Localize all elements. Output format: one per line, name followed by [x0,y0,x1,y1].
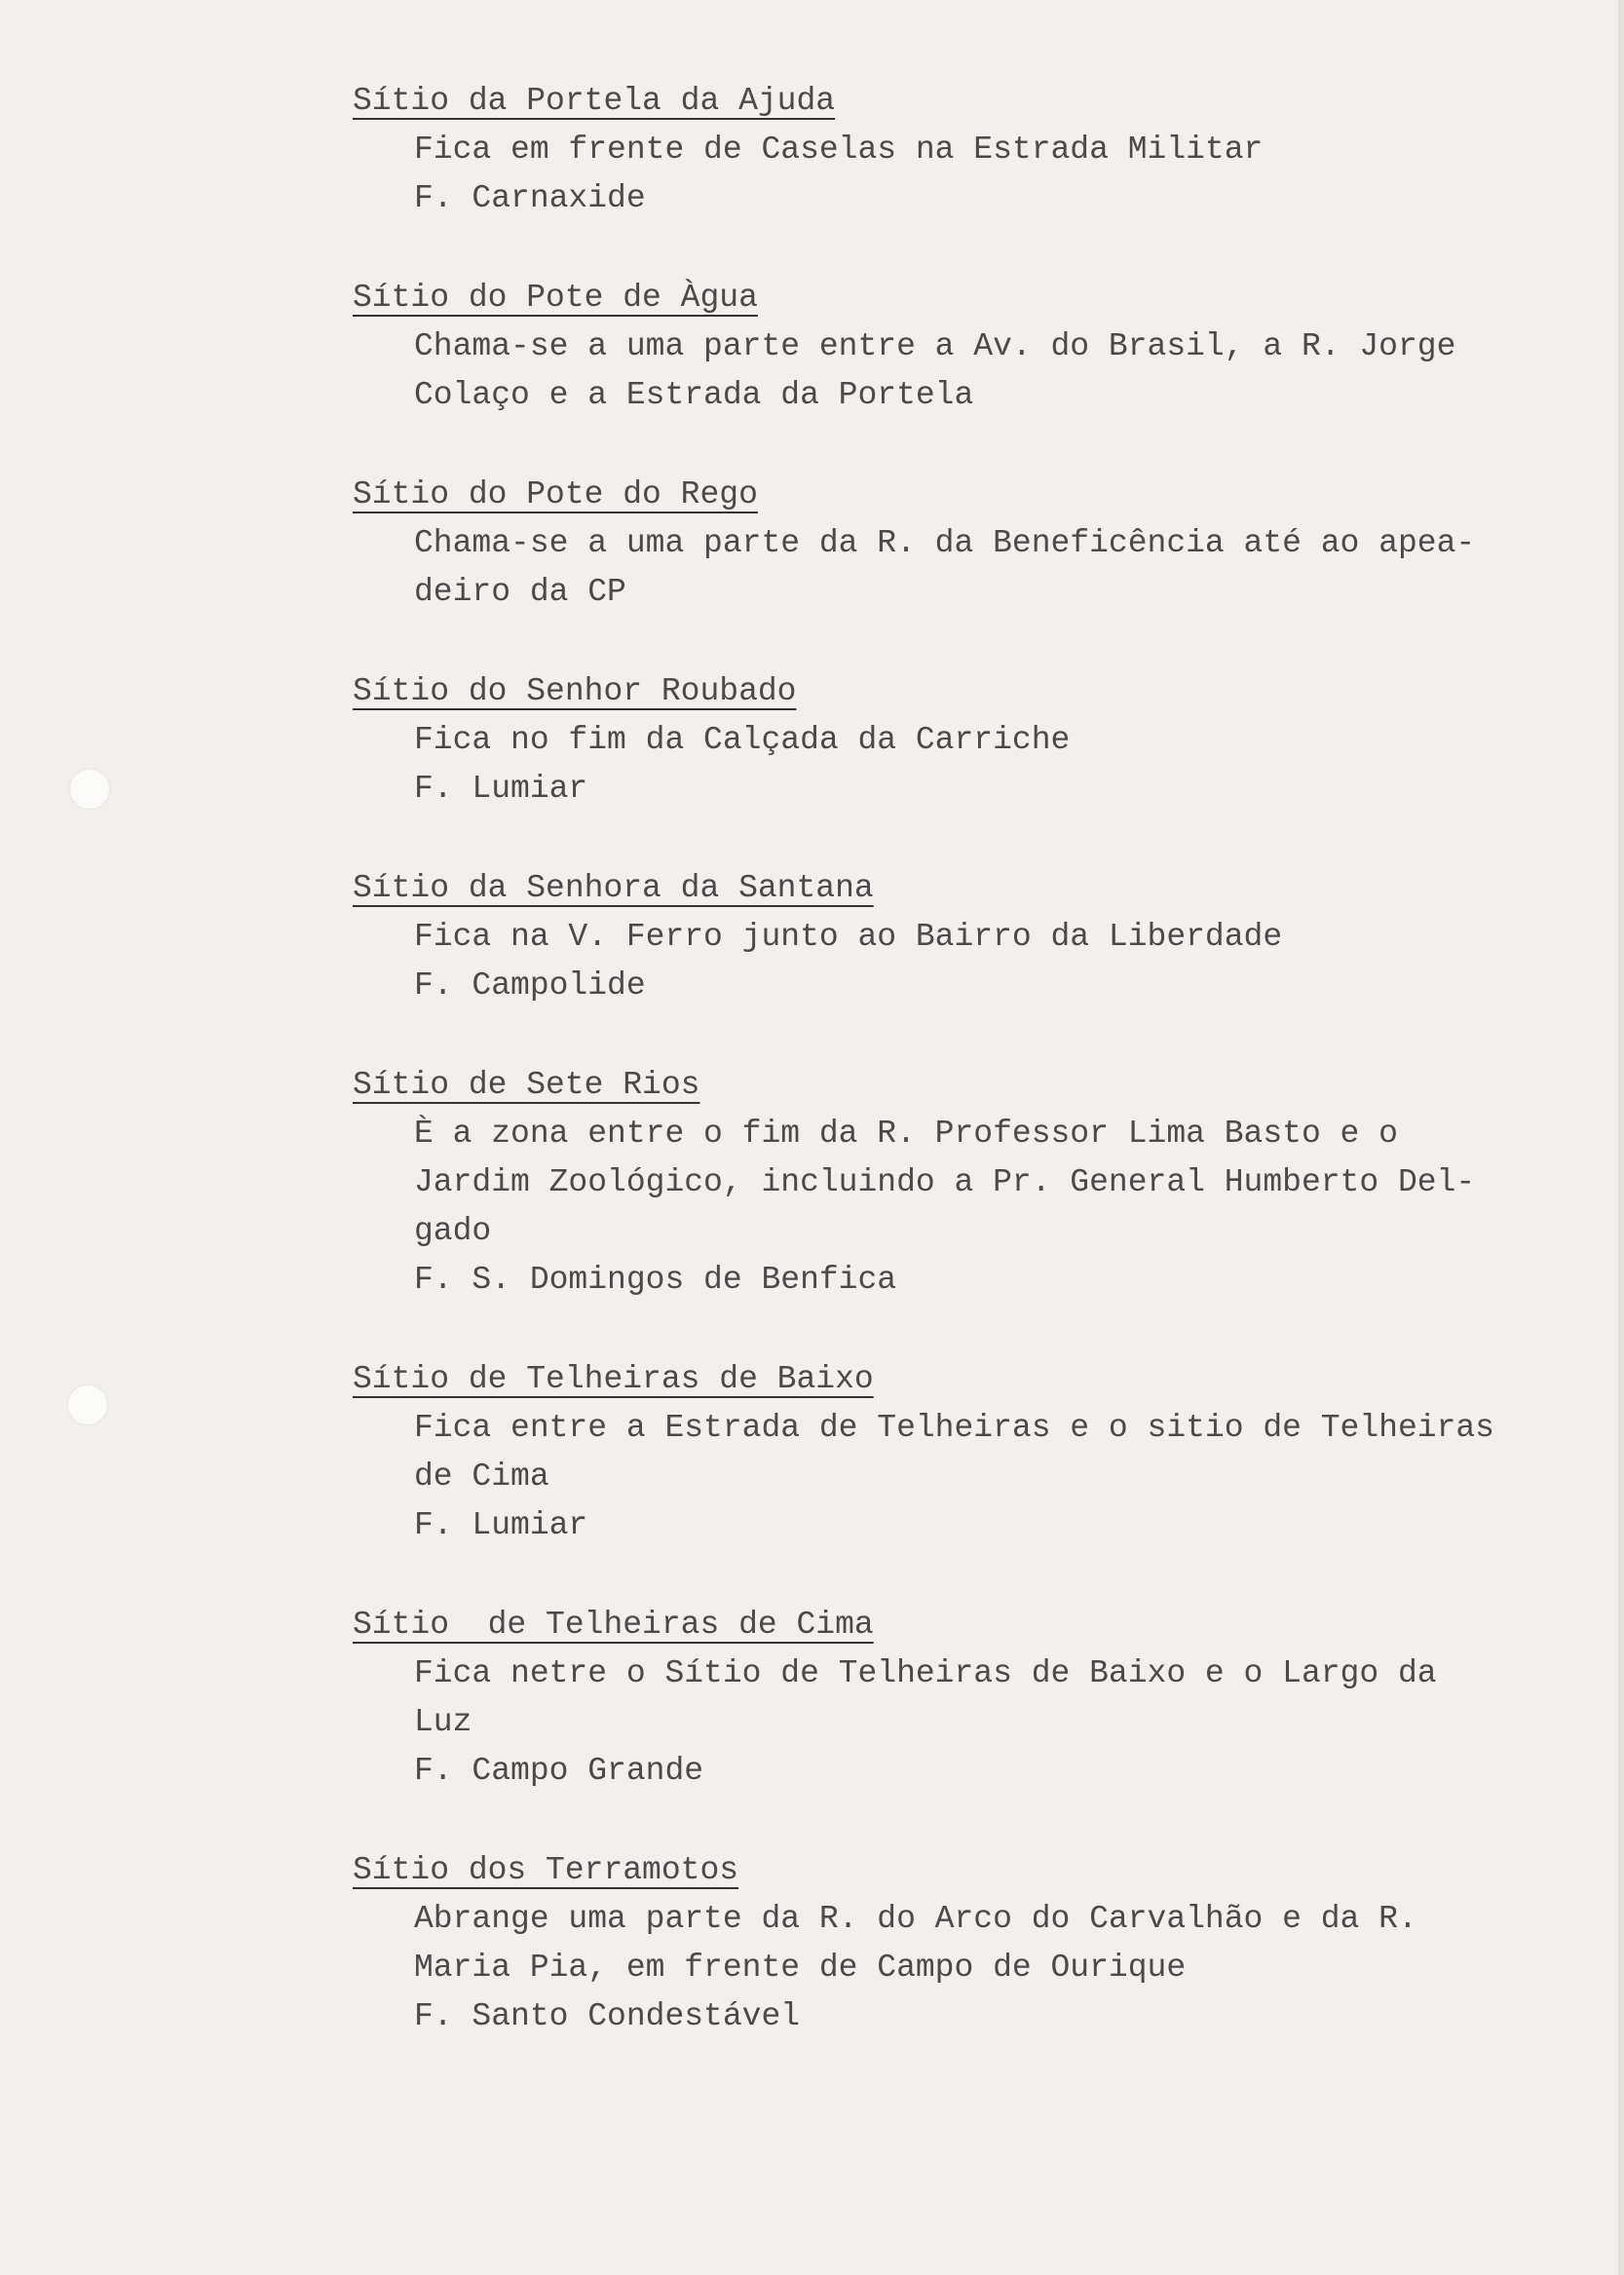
entry-description-line: Fica na V. Ferro junto ao Bairro da Liberdade [414,919,1283,955]
entry-description-line: Fica no fim da Calçada da Carriche [414,722,1071,758]
entry-title: Sítio da Portela da Ajuda [353,83,836,119]
entry-description-line: Maria Pia, em frente de Campo de Ourique [414,1950,1187,1986]
entry-description-line: F. S. Domingos de Benfica [414,1262,897,1298]
entry-description-line: Abrange uma parte da R. do Arco do Carvalhão e da R. [414,1901,1417,1937]
entry-description-line: È a zona entre o fim da R. Professor Lima Basto e o [414,1116,1398,1152]
entry-heading [0,1601,1624,1649]
entry-description-line: F. Campolide [414,967,646,1004]
document-page [0,77,1624,2092]
entry-description-line: Chama-se a uma parte da R. da Beneficência até ao apea- [414,525,1476,561]
entry-description-line: Luz [414,1704,472,1740]
entry-description-line: Fica em frente de Caselas na Estrada Militar [414,132,1264,168]
entry-title: Sítio dos Terramotos [353,1852,739,1888]
place-entry [0,1846,1624,2041]
entry-heading [0,77,1624,126]
place-entry [0,1601,1624,1796]
entry-description-line: Jardim Zoológico, incluindo a Pr. General Humberto Del- [414,1164,1476,1200]
place-entry [0,274,1624,420]
entry-title: Sítio de Telheiras de Cima [353,1607,874,1643]
place-entry [0,1061,1624,1305]
entry-heading [0,274,1624,322]
place-entry [0,1355,1624,1550]
entry-title: Sítio do Senhor Roubado [353,673,797,709]
entry-title: Sítio de Telheiras de Baixo [353,1361,874,1397]
entry-title: Sítio da Senhora da Santana [353,870,874,906]
entry-description-line: F. Campo Grande [414,1753,704,1789]
entry-heading [0,1355,1624,1404]
entry-heading [0,1846,1624,1895]
entry-description-line: deiro da CP [414,574,626,610]
entry-title: Sítio de Sete Rios [353,1067,700,1103]
place-entry [0,667,1624,814]
place-entry [0,864,1624,1010]
entry-heading [0,1061,1624,1110]
entry-description-line: F. Carnaxide [414,180,646,216]
entry-heading [0,864,1624,913]
entry-description-line: F. Lumiar [414,1507,588,1543]
entry-description-line: Colaço e a Estrada da Portela [414,377,974,413]
entry-description-line: F. Lumiar [414,771,588,807]
entry-description-line: F. Santo Condestável [414,1998,801,2034]
entry-title: Sítio do Pote de Àgua [353,280,758,316]
entry-heading [0,667,1624,716]
entry-description-line: Fica entre a Estrada de Telheiras e o sitio de Telheiras [414,1410,1494,1446]
entry-title: Sítio do Pote do Rego [353,476,758,512]
entry-description-line: gado [414,1213,492,1249]
entry-description-line: de Cima [414,1459,549,1495]
entry-heading [0,471,1624,519]
entry-description-line: Chama-se a uma parte entre a Av. do Brasil, a R. Jorge [414,328,1456,364]
place-entry [0,471,1624,617]
place-entry [0,77,1624,223]
entry-description-line: Fica netre o Sítio de Telheiras de Baixo e o Largo da [414,1655,1437,1691]
